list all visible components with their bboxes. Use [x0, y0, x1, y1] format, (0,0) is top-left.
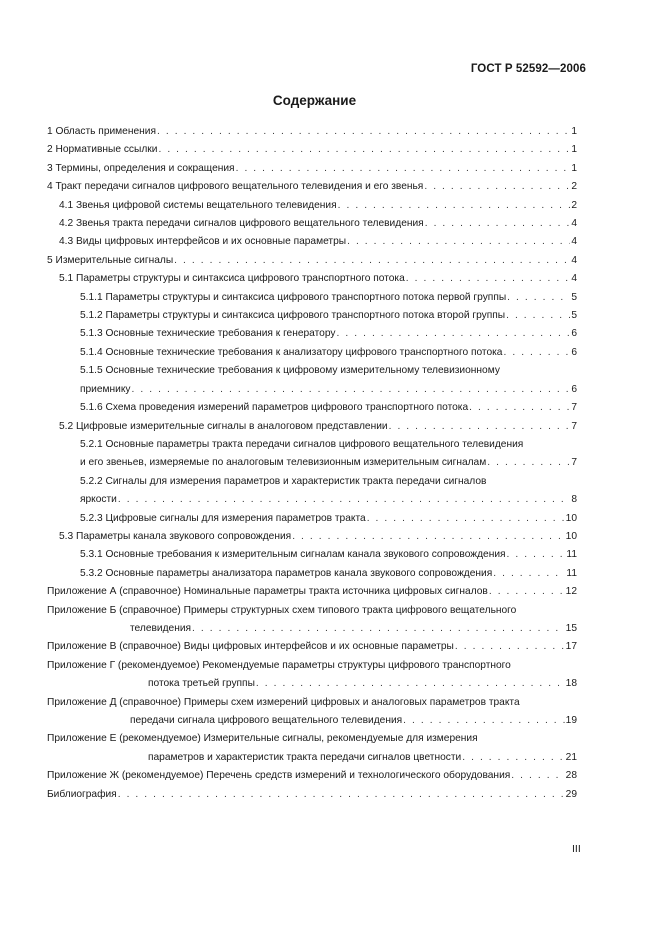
toc-page-number: 7	[571, 420, 577, 432]
toc-entry[interactable]	[47, 252, 577, 270]
toc-entry[interactable]	[47, 602, 577, 639]
toc-page-number: 5	[571, 310, 577, 322]
toc-entry-title: 5.2.3 Цифровые сигналы для измерения параметров тракта	[80, 512, 366, 524]
toc-entry-title: Приложение В (справочное) Виды цифровых интерфейсов и их основные параметры	[47, 641, 454, 653]
toc-entry[interactable]	[47, 694, 577, 731]
dot-leader	[389, 418, 571, 436]
dot-leader	[507, 289, 570, 307]
toc-entry-title: 5.2.1 Основные параметры тракта передачи сигналов цифрового вещательного телевидения	[80, 438, 524, 450]
toc-page-number: 18	[565, 678, 577, 690]
toc-entry[interactable]	[47, 289, 577, 307]
page-title: Содержание	[272, 93, 357, 108]
dot-leader	[506, 307, 570, 325]
toc-entry-continuation: яркости	[80, 494, 117, 506]
toc-page-number: 10	[565, 530, 577, 542]
dot-leader	[347, 233, 570, 251]
toc-page-number: 17	[565, 641, 577, 653]
toc-entry-title: Приложение Б (справочное) Примеры структурных схем типового тракта цифрового вещательного	[47, 604, 517, 616]
toc-entry-title: Приложение Е (рекомендуемое) Измерительные сигналы, рекомендуемые для измерения	[47, 733, 478, 745]
toc-page-number: 4	[571, 218, 577, 230]
toc-entry[interactable]	[47, 141, 577, 159]
toc-page-number: 29	[565, 788, 577, 800]
toc-entry[interactable]	[47, 362, 577, 399]
toc-entry-title: 2 Нормативные ссылки	[47, 144, 158, 156]
toc-entry[interactable]	[47, 215, 577, 233]
toc-entry[interactable]	[47, 270, 577, 288]
toc-page-number: 6	[571, 346, 577, 358]
toc-entry[interactable]	[47, 233, 577, 251]
page-folio: III	[572, 843, 581, 855]
toc-entry-title: 4.1 Звенья цифровой системы вещательного телевидения	[59, 199, 337, 211]
dot-leader	[462, 749, 564, 767]
toc-entry-title: 3 Термины, определения и сокращения	[47, 162, 235, 174]
toc-entry-title: 5 Измерительные сигналы	[47, 254, 174, 266]
toc-entry-continuation: потока третьей группы	[148, 678, 255, 690]
toc-entry-continuation: передачи сигнала цифрового вещательного телевидения	[130, 715, 403, 726]
toc-entry[interactable]	[47, 344, 577, 362]
toc-entry-title: 5.3 Параметры канала звукового сопровождения	[59, 530, 292, 542]
dot-leader	[425, 215, 571, 233]
dot-leader	[489, 583, 565, 601]
toc-page-number: 6	[571, 328, 577, 340]
toc-entry-title: Приложение А (справочное) Номинальные параметры тракта источника цифровых сигналов	[47, 586, 488, 598]
toc-entry[interactable]	[47, 178, 577, 196]
dot-leader	[118, 786, 565, 804]
table-of-contents	[47, 123, 577, 804]
toc-entry-title: 4 Тракт передачи сигналов цифрового вещательного телевидения и его звенья	[47, 181, 424, 193]
toc-entry-title: 5.3.1 Основные требования к измерительным сигналам канала звукового сопровождения	[80, 549, 506, 561]
toc-page-number: 11	[566, 567, 577, 579]
toc-entry-title: 5.1.3 Основные технические требования к генератору	[80, 328, 336, 340]
toc-entry-continuation: телевидения	[130, 622, 192, 634]
toc-page-number: 4	[571, 236, 577, 248]
dot-leader	[192, 620, 565, 638]
toc-page-number: 1	[571, 144, 577, 156]
toc-entry-title: 5.2.2 Сигналы для измерения параметров и характеристик тракта передачи сигналов	[80, 475, 487, 487]
dot-leader	[367, 510, 565, 528]
dot-leader	[157, 123, 570, 141]
toc-entry-continuation: и его звеньев, измеряемые по аналоговым телевизионным измерительным сигналам	[80, 457, 487, 469]
toc-entry-title: 5.1.5 Основные технические требования к цифровому измерительному телевизионному	[80, 365, 500, 377]
toc-entry[interactable]	[47, 160, 577, 178]
toc-entry[interactable]	[47, 399, 577, 417]
toc-page-number: 2	[571, 199, 577, 211]
toc-page-number: 10	[565, 512, 577, 524]
dot-leader	[236, 160, 571, 178]
toc-page-number: 28	[565, 770, 577, 782]
toc-page-number: 4	[571, 273, 577, 285]
toc-entry-title: 5.2 Цифровые измерительные сигналы в аналоговом представлении	[59, 420, 388, 432]
toc-page-number: 2	[571, 181, 577, 193]
toc-entry[interactable]	[47, 657, 577, 694]
dot-leader	[487, 454, 570, 472]
toc-entry[interactable]	[47, 510, 577, 528]
toc-entry[interactable]	[47, 307, 577, 325]
toc-entry-title: 5.3.2 Основные параметры анализатора параметров канала звукового сопровождения	[80, 567, 493, 579]
toc-entry[interactable]	[47, 528, 577, 546]
dot-leader	[174, 252, 570, 270]
toc-entry-title: 4.3 Виды цифровых интерфейсов и их основные параметры	[59, 236, 347, 248]
dot-leader	[469, 399, 570, 417]
toc-page-number: 8	[571, 494, 577, 506]
toc-entry-title: 1 Область применения	[47, 126, 156, 137]
toc-page-number: 21	[565, 751, 577, 763]
toc-entry[interactable]	[47, 565, 577, 583]
dot-leader	[406, 270, 571, 288]
toc-page-number: 4	[571, 254, 577, 266]
toc-entry[interactable]	[47, 583, 577, 601]
toc-page-number: 15	[565, 622, 577, 634]
dot-leader	[256, 675, 565, 693]
toc-entry-title: 5.1.1 Параметры структуры и синтаксиса цифрового транспортного потока первой группы	[80, 291, 507, 303]
dot-leader	[455, 638, 565, 656]
toc-page-number: 11	[566, 549, 577, 561]
dot-leader	[132, 381, 571, 399]
dot-leader	[337, 325, 571, 343]
dot-leader	[424, 178, 570, 196]
toc-entry-title: 5.1.2 Параметры структуры и синтаксиса цифрового транспортного потока второй группы	[80, 310, 506, 322]
toc-page-number: 7	[571, 402, 577, 414]
toc-entry[interactable]	[47, 638, 577, 656]
toc-page-number: 7	[571, 457, 577, 469]
toc-page-number: 6	[571, 383, 577, 395]
toc-entry-continuation: приемнику	[80, 383, 131, 395]
dot-leader	[338, 197, 571, 215]
toc-page-number: 5	[571, 291, 577, 303]
toc-page-number: 1	[571, 162, 577, 174]
toc-entry[interactable]	[47, 418, 577, 436]
toc-entry[interactable]	[47, 473, 577, 510]
dot-leader	[292, 528, 564, 546]
toc-entry-title: 4.2 Звенья тракта передачи сигналов цифрового вещательного телевидения	[59, 218, 424, 230]
toc-page-number: 1	[571, 126, 577, 137]
dot-leader	[511, 767, 564, 785]
toc-page-number: 12	[565, 586, 577, 598]
dot-leader	[507, 546, 566, 564]
dot-leader	[158, 141, 570, 159]
toc-entry[interactable]	[47, 767, 577, 785]
toc-entry-continuation: параметров и характеристик тракта передачи сигналов цветности	[148, 751, 462, 763]
toc-entry[interactable]	[47, 197, 577, 215]
toc-entry[interactable]	[47, 325, 577, 343]
toc-page-number: 19	[565, 715, 577, 726]
toc-entry-title: 5.1.6 Схема проведения измерений параметров цифрового транспортного потока	[80, 402, 469, 414]
toc-entry[interactable]	[47, 546, 577, 564]
dot-leader	[118, 491, 570, 509]
toc-entry-title: Приложение Г (рекомендуемое) Рекомендуемые параметры структуры цифрового транспортного	[47, 659, 511, 671]
toc-entry[interactable]	[47, 436, 577, 473]
toc-entry[interactable]	[47, 786, 577, 804]
toc-entry-title: Приложение Ж (рекомендуемое) Перечень средств измерений и технологического оборудования	[47, 770, 511, 782]
dot-leader	[503, 344, 570, 362]
toc-entry[interactable]	[47, 123, 577, 141]
dot-leader	[403, 712, 564, 730]
toc-entry-title: 5.1 Параметры структуры и синтаксиса цифрового транспортного потока	[59, 273, 405, 285]
dot-leader	[493, 565, 565, 583]
document-code: ГОСТ Р 52592—2006	[470, 63, 586, 75]
toc-entry[interactable]	[47, 730, 577, 767]
toc-entry-title: Библиография	[47, 788, 117, 800]
toc-entry-title: Приложение Д (справочное) Примеры схем измерений цифровых и аналоговых параметров тракта	[47, 696, 520, 708]
toc-entry-title: 5.1.4 Основные технические требования к анализатору цифрового транспортного потока	[80, 346, 503, 358]
